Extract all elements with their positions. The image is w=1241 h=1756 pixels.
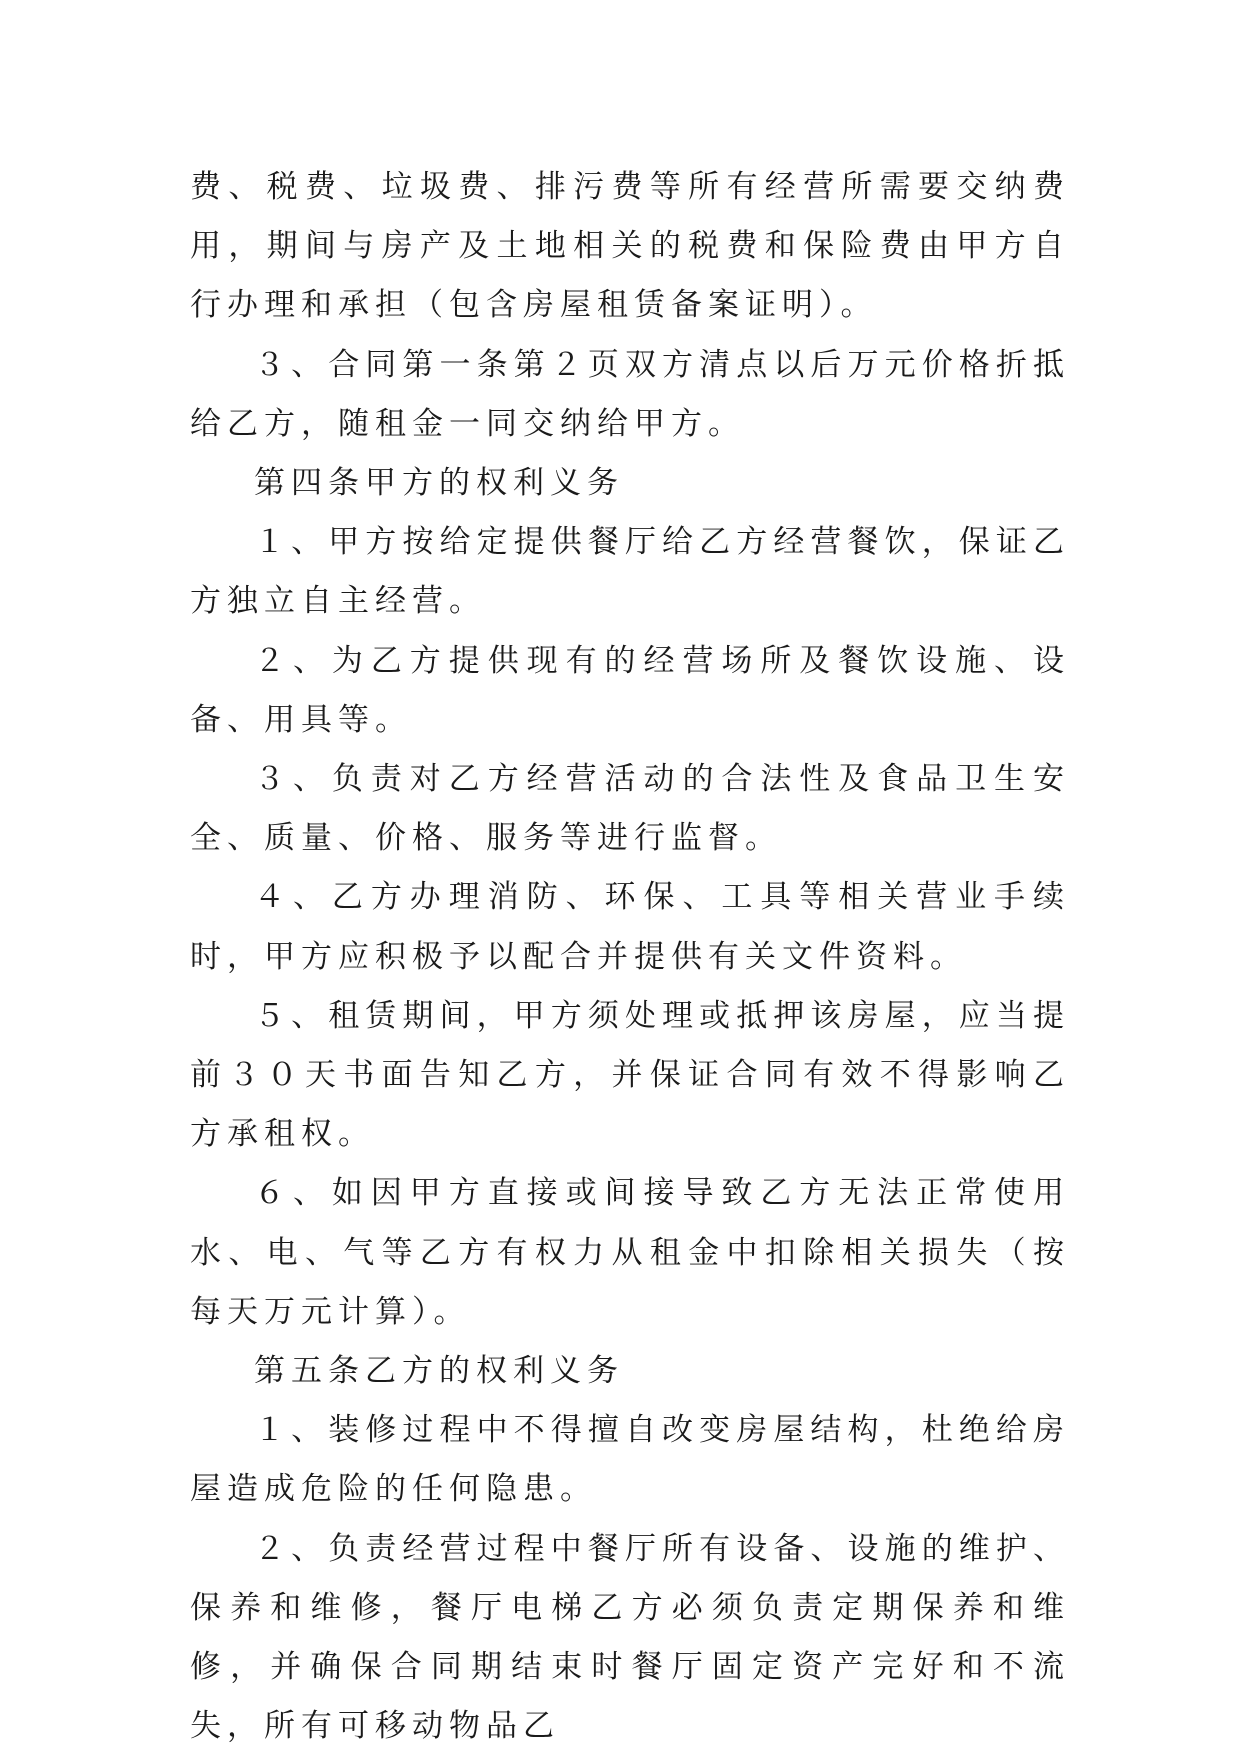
paragraph-article-4-item-2: ２、为乙方提供现有的经营场所及餐饮设施、设备、用具等。 [190,642,1070,738]
heading-article-5: 第五条乙方的权利义务 [254,1353,624,1390]
paragraph-fees-continued: 费、税费、垃圾费、排污费等所有经营所需要交纳费用，期间与房产及土地相关的税费和保险费由甲方自行办理和承担（包含房屋租赁备案证明）。 [190,169,1070,324]
paragraph-article-4-item-5: ５、租赁期间，甲方须处理或抵押该房屋，应当提前３０天书面告知乙方，并保证合同有效不得影响乙方承租权。 [190,997,1070,1153]
paragraph-article-4-item-4: ４、乙方办理消防、环保、工具等相关营业手续时，甲方应积极予以配合并提供有关文件资料。 [190,879,1070,975]
paragraph-article-5-item-2: ２、负责经营过程中餐厅所有设备、设施的维护、保养和维修，餐厅电梯乙方必须负责定期保养和维修，并确保合同期结束时餐厅固定资产完好和不流失，所有可移动物品乙 [190,1530,1070,1745]
heading-article-4: 第四条甲方的权利义务 [254,465,624,502]
paragraph-article-5-item-1: １、装修过程中不得擅自改变房屋结构，杜绝给房屋造成危险的任何隐患。 [190,1412,1070,1508]
paragraph-article-4-item-3: ３、负责对乙方经营活动的合法性及食品卫生安全、质量、价格、服务等进行监督。 [190,761,1070,857]
document-body [190,158,1070,1756]
paragraph-article-4-item-6: ６、如因甲方直接或间接导致乙方无法正常使用水、电、气等乙方有权力从租金中扣除相关损失（按每天万元计算）。 [190,1175,1070,1330]
paragraph-article-4-item-1: １、甲方按给定提供餐厅给乙方经营餐饮，保证乙方独立自主经营。 [190,524,1070,620]
paragraph-clause-3-3: ３、合同第一条第２页双方清点以后万元价格折抵给乙方，随租金一同交纳给甲方。 [190,346,1070,442]
